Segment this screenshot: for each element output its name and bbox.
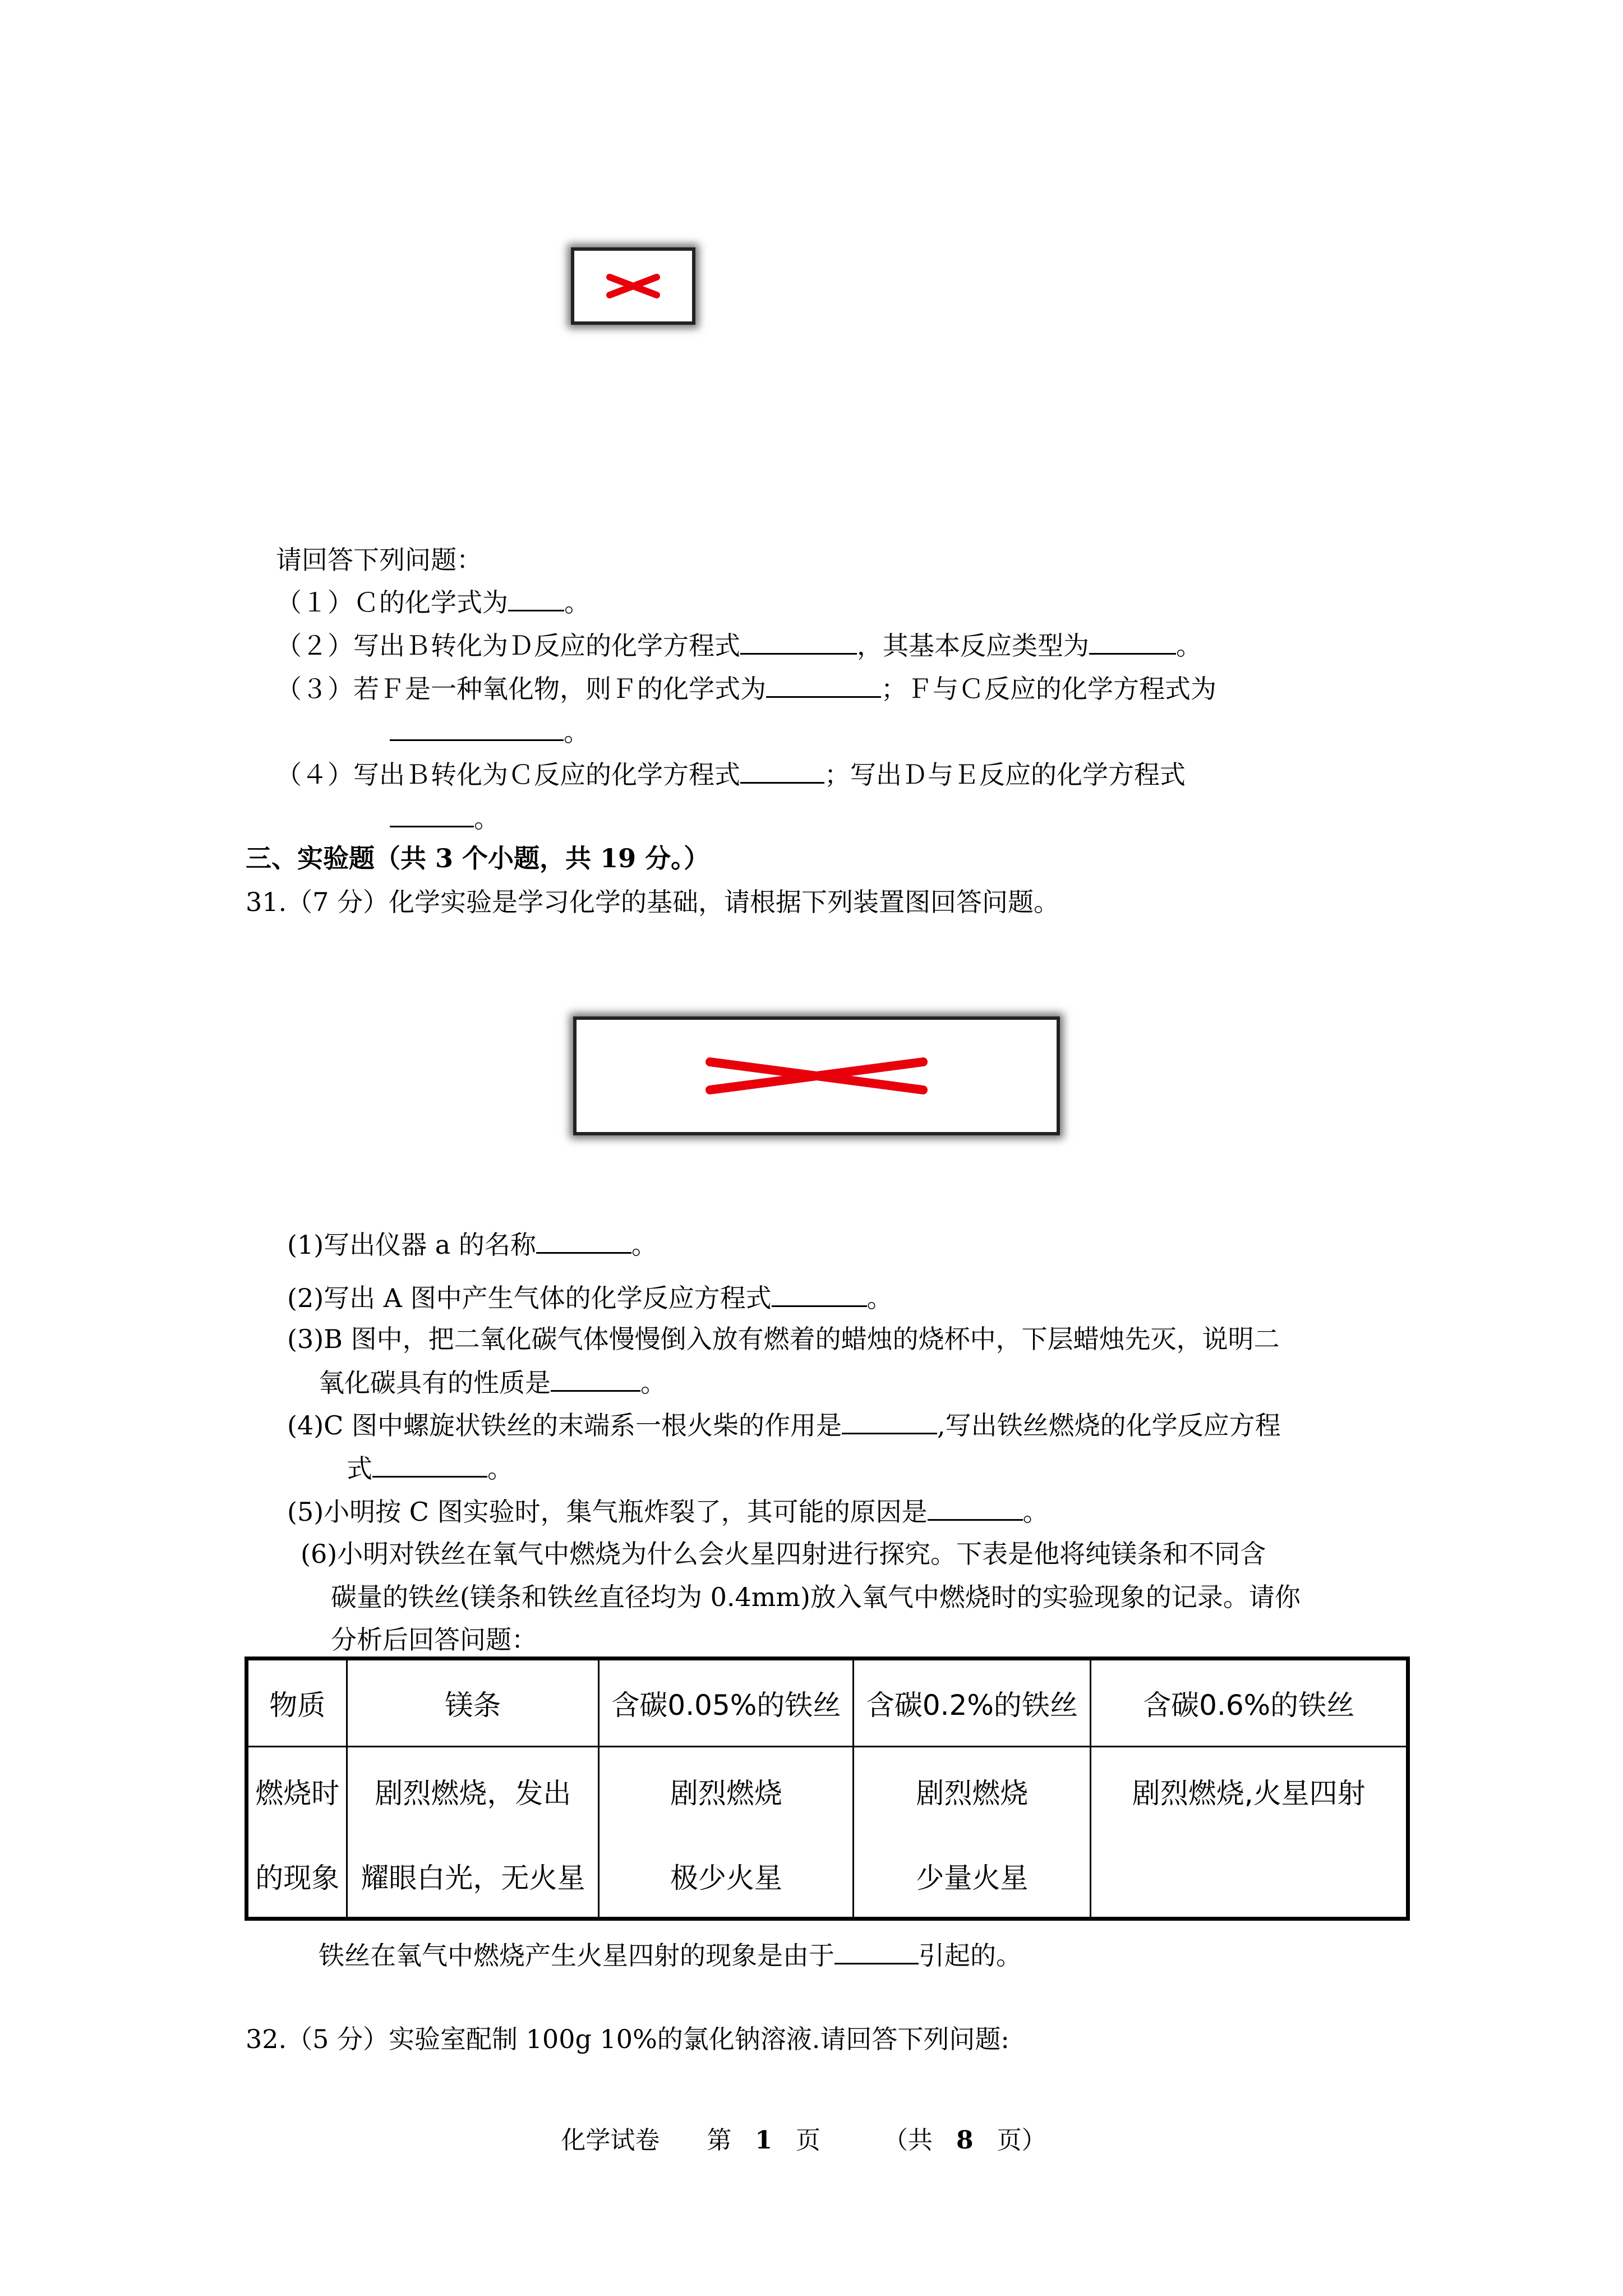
q30-part-3-cont: 。 [390, 715, 589, 749]
q30-part-3: （３）若Ｆ是一种氧化物，则Ｆ的化学式为 ；Ｆ与Ｃ反应的化学方程式为 [276, 671, 1216, 706]
q30-part-1: （１）Ｃ的化学式为 。 [276, 585, 590, 619]
blank[interactable] [842, 1408, 937, 1434]
q30-part-4-cont: 。 [390, 801, 500, 835]
blank[interactable] [536, 1227, 631, 1254]
blank[interactable] [372, 1451, 487, 1478]
q32-stem: 32.（5 分）实验室配制 100g 10%的氯化钠溶液.请回答下列问题: [246, 2024, 1009, 2054]
q31-stem: 31.（7 分）化学实验是学习化学的基础，请根据下列装置图回答问题。 [246, 887, 1060, 917]
q31-sub-3: (3)B 图中，把二氧化碳气体慢慢倒入放有燃着的蜡烛的烧杯中，下层蜡烛先灭，说明二 [287, 1324, 1280, 1354]
section-title: 三、实验题（共 3 个小题，共 19 分。） [246, 843, 710, 873]
table-row [247, 1835, 1408, 1918]
blank[interactable] [740, 757, 824, 784]
table-cell: 剧烈燃烧，发出 [347, 1747, 599, 1835]
table-cell: 极少火星 [599, 1835, 854, 1918]
table-header-cell: 含碳0.2%的铁丝 [854, 1659, 1091, 1747]
blank[interactable] [834, 1938, 919, 1964]
table-cell [1091, 1835, 1408, 1918]
q31-sub-4-cont: 式 。 [347, 1451, 513, 1485]
broken-image-placeholder-1 [571, 247, 695, 325]
q30-part-2: （２）写出Ｂ转化为Ｄ反应的化学方程式 ，其基本反应类型为 。 [276, 628, 1202, 662]
table-cell: 剧烈燃烧 [854, 1747, 1091, 1835]
footer-total: （共 8 页） [883, 2126, 1046, 2155]
table-header-cell: 物质 [247, 1659, 347, 1747]
q31-sub-1: (1)写出仪器 a 的名称 。 [287, 1227, 657, 1262]
blank[interactable] [928, 1494, 1023, 1521]
table-header-cell: 含碳0.6%的铁丝 [1091, 1659, 1408, 1747]
blank[interactable] [740, 628, 857, 655]
table-row [247, 1747, 1408, 1835]
blank[interactable] [390, 715, 564, 741]
q30-part-4: （４）写出Ｂ转化为Ｃ反应的化学方程式 ；写出Ｄ与Ｅ反应的化学方程式 [276, 757, 1186, 792]
red-x-icon [704, 1056, 929, 1096]
footer-page: 第 1 页 [707, 2126, 820, 2155]
q31-sub-6-cont-2: 分析后回答问题： [331, 1625, 537, 1655]
table-cell: 剧烈燃烧 [599, 1747, 854, 1835]
table-row-label: 燃烧时 [247, 1747, 347, 1835]
blank[interactable] [1089, 628, 1176, 655]
q31-sub-2: (2)写出 A 图中产生气体的化学反应方程式 。 [287, 1281, 893, 1315]
q30-intro: 请回答下列问题： [276, 545, 482, 575]
table-header-cell: 镁条 [347, 1659, 599, 1747]
q31-sub-6-cont-1: 碳量的铁丝(镁条和铁丝直径均为 0.4mm)放入氧气中燃烧时的实验现象的记录。请你 [331, 1582, 1301, 1612]
q31-conclusion: 铁丝在氧气中燃烧产生火星四射的现象是由于 引起的。 [319, 1938, 1022, 1972]
page-footer [0, 2124, 1623, 2157]
table-cell: 耀眼白光，无火星 [347, 1835, 599, 1918]
blank[interactable] [508, 585, 564, 611]
table-header-cell: 含碳0.05%的铁丝 [599, 1659, 854, 1747]
q31-sub-4: (4)C 图中螺旋状铁丝的末端系一根火柴的作用是 ,写出铁丝燃烧的化学反应方程 [287, 1408, 1281, 1442]
table-cell: 少量火星 [854, 1835, 1091, 1918]
table-cell: 剧烈燃烧,火星四射 [1091, 1747, 1408, 1835]
table-row-label: 的现象 [247, 1835, 347, 1918]
q31-sub-6: (6)小明对铁丝在氧气中燃烧为什么会火星四射进行探究。下表是他将纯镁条和不同含 [301, 1539, 1266, 1569]
table-header-row [247, 1659, 1408, 1747]
broken-image-placeholder-2 [573, 1016, 1060, 1135]
q31-sub-5: (5)小明按 C 图实验时，集气瓶炸裂了，其可能的原因是 。 [287, 1494, 1049, 1529]
blank[interactable] [551, 1365, 640, 1392]
experiment-table [245, 1657, 1410, 1921]
blank[interactable] [766, 671, 881, 698]
red-x-icon [605, 274, 661, 298]
blank[interactable] [390, 801, 474, 827]
footer-subject: 化学试卷 [561, 2126, 660, 2155]
q31-sub-3-cont: 氧化碳具有的性质是 。 [319, 1365, 666, 1400]
blank[interactable] [772, 1281, 867, 1307]
